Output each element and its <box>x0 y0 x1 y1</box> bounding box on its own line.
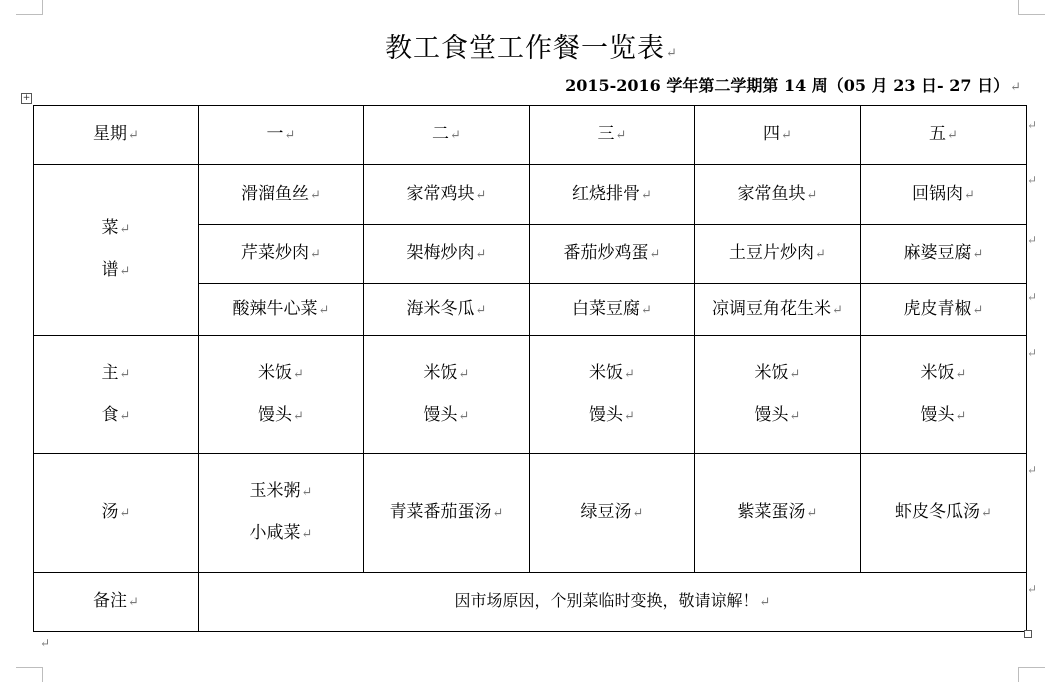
staple-cell[interactable] <box>861 336 1027 454</box>
dishes-label-cell[interactable] <box>34 165 199 336</box>
staple-row <box>34 336 1027 454</box>
weekday-label-cell[interactable]: 星期↵ <box>34 106 199 165</box>
row-end-mark: ↵ <box>1027 582 1038 596</box>
weekday-cell[interactable]: 二↵ <box>364 106 530 165</box>
dish-cell[interactable]: 酸辣牛心菜↵ <box>199 284 364 336</box>
dish-cell[interactable]: 虎皮青椒↵ <box>861 284 1027 336</box>
soup-cell[interactable] <box>695 454 861 573</box>
dish-cell[interactable]: 麻婆豆腐↵ <box>861 225 1027 284</box>
soup-cell[interactable] <box>530 454 695 573</box>
soup-cell-line: 玉米粥↵ <box>249 481 313 501</box>
dish-cell[interactable]: 红烧排骨↵ <box>530 165 695 225</box>
soup-cell-line: 紫菜蛋汤↵ <box>737 502 818 522</box>
staple-cell-line: 馒头↵ <box>258 404 304 425</box>
soup-cell-line: 绿豆汤↵ <box>580 502 644 522</box>
staple-label-cell-char: 主↵ <box>101 362 131 383</box>
dish-cell[interactable]: 白菜豆腐↵ <box>530 284 695 336</box>
staple-cell[interactable] <box>199 336 364 454</box>
soup-cell[interactable] <box>861 454 1027 573</box>
staple-cell[interactable] <box>695 336 861 454</box>
soup-cell-line: 虾皮冬瓜汤↵ <box>895 502 992 522</box>
weekday-cell[interactable]: 五↵ <box>861 106 1027 165</box>
note-label-cell[interactable]: 备注↵ <box>34 573 199 632</box>
soup-cell-line: 青菜番茄蛋汤↵ <box>389 502 504 522</box>
row-end-mark: ↵ <box>1027 233 1038 247</box>
staple-cell-line: 馒头↵ <box>423 404 470 425</box>
dish-cell[interactable]: 家常鸡块↵ <box>364 165 530 225</box>
weekday-cell[interactable]: 一↵ <box>199 106 364 165</box>
note-row <box>34 573 1027 632</box>
dishes-label-cell-char: 谱↵ <box>101 260 131 280</box>
soup-cell[interactable] <box>199 454 364 573</box>
staple-cell-line: 米饭↵ <box>920 362 967 383</box>
dish-cell[interactable]: 回锅肉↵ <box>861 165 1027 225</box>
dish-cell[interactable]: 芹菜炒肉↵ <box>199 225 364 284</box>
staple-cell[interactable] <box>364 336 530 454</box>
staple-cell[interactable] <box>530 336 695 454</box>
menu-table <box>33 105 1027 632</box>
header-row <box>34 106 1027 165</box>
weekday-cell[interactable]: 三↵ <box>530 106 695 165</box>
staple-cell-line: 米饭↵ <box>754 362 801 383</box>
table-move-handle-icon[interactable]: + <box>22 93 31 103</box>
note-text-cell[interactable]: 因市场原因，个别菜临时变换，敬请谅解！↵ <box>199 573 1027 632</box>
dish-cell[interactable]: 番茄炒鸡蛋↵ <box>530 225 695 284</box>
staple-label-cell[interactable] <box>34 336 199 454</box>
weekday-cell[interactable]: 四↵ <box>695 106 861 165</box>
table-resize-handle[interactable] <box>1024 630 1032 638</box>
dish-cell[interactable]: 架梅炒肉↵ <box>364 225 530 284</box>
row-end-mark: ↵ <box>1027 346 1038 360</box>
dish-cell[interactable]: 海米冬瓜↵ <box>364 284 530 336</box>
staple-cell-line: 馒头↵ <box>589 404 635 425</box>
staple-cell-line: 米饭↵ <box>589 362 635 383</box>
dishes-label-cell-char: 菜↵ <box>101 218 131 238</box>
page-corner-bottom-right <box>1018 667 1045 682</box>
staple-cell-line: 馒头↵ <box>920 404 967 425</box>
soup-cell-line: 小咸菜↵ <box>249 523 313 543</box>
page-corner-top-left <box>16 0 43 15</box>
row-end-mark: ↵ <box>1027 173 1038 187</box>
document-subtitle: 2015-2016 学年第二学期第 14 周（05 月 23 日- 27 日）↵ <box>565 76 1021 95</box>
page-corner-top-right <box>1018 0 1045 15</box>
dish-cell[interactable]: 家常鱼块↵ <box>695 165 861 225</box>
dish-cell[interactable]: 凉调豆角花生米↵ <box>695 284 861 336</box>
page-corner-bottom-left <box>16 667 43 682</box>
paragraph-end-mark: ↵ <box>40 636 51 650</box>
document-title: 教工食堂工作餐一览表↵ <box>385 33 678 64</box>
row-end-mark: ↵ <box>1027 290 1038 304</box>
soup-cell[interactable] <box>364 454 530 573</box>
row-end-mark: ↵ <box>1027 118 1038 132</box>
staple-cell-line: 米饭↵ <box>258 362 304 383</box>
dish-cell[interactable]: 土豆片炒肉↵ <box>695 225 861 284</box>
dish-cell[interactable]: 滑溜鱼丝↵ <box>199 165 364 225</box>
staple-cell-line: 米饭↵ <box>423 362 470 383</box>
row-end-mark: ↵ <box>1027 463 1038 477</box>
soup-row <box>34 454 1027 573</box>
soup-label-cell[interactable]: 汤↵ <box>34 454 199 573</box>
staple-label-cell-char: 食↵ <box>101 404 131 425</box>
staple-cell-line: 馒头↵ <box>754 404 801 425</box>
dish-row <box>34 165 1027 225</box>
